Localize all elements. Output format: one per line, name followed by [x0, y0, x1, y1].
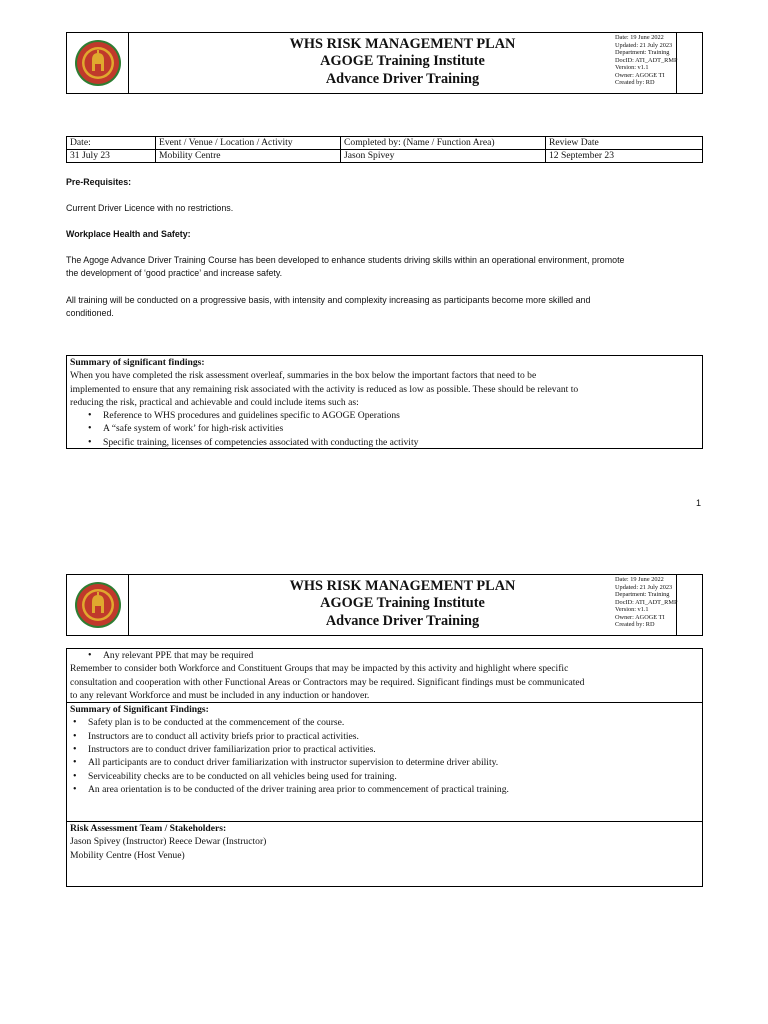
document-title [129, 33, 677, 93]
summary-line-3: reducing the risk, practical and achievable and could include items such as: [70, 396, 359, 408]
list-item: • Safety plan is to be conducted at the commencement of the course. [88, 716, 699, 729]
table-header-row [67, 137, 703, 150]
summary-line-1: When you have completed the risk assessment overleaf, summaries in the box below the important factors that need to be [70, 370, 537, 382]
list-item: • An area orientation is to be conducted of the driver training area prior to commencement of practical training. [88, 783, 699, 796]
whs-paragraph-2-line-2: conditioned. [66, 308, 114, 318]
prerequisites-heading: Pre-Requisites: [66, 177, 132, 187]
team-line-2: Mobility Centre (Host Venue) [70, 849, 185, 861]
consider-line-1: Remember to consider both Workforce and Constituent Groups that may be impacted by this activity and highlight where specific [70, 663, 569, 675]
meta-date: Date: 19 June 2022 [615, 576, 664, 583]
meta-department: Department: Training [615, 49, 670, 56]
list-item: • All participants are to conduct driver familiarization with instructor supervision to determine driver ability. [88, 756, 699, 769]
meta-date: Date: 19 June 2022 [615, 34, 664, 41]
cell-date: 31 July 23 [67, 150, 156, 163]
cell-completed-by: Jason Spivey [341, 150, 546, 163]
meta-version: Version: v1.1 [615, 606, 649, 613]
list-item: • Serviceability checks are to be conducted on all vehicles being used for training. [88, 770, 699, 783]
findings-list [70, 716, 699, 796]
meta-docid: DocID: ATI_ADT_RMP [615, 56, 678, 64]
continued-section [67, 649, 702, 703]
page-number: 1 [696, 498, 702, 508]
page2-header [66, 574, 703, 636]
document-title [129, 575, 677, 635]
list-item: • Reference to WHS procedures and guidelines specific to AGOGE Operations [103, 409, 699, 422]
list-item: • Instructors are to conduct driver familiarization prior to practical activities. [88, 743, 699, 756]
meta-docid: DocID: ATI_ADT_RMP [615, 598, 678, 606]
whs-paragraph-1-line-2: the development of ‘good practice’ and increase safety. [66, 268, 283, 278]
findings-heading: Summary of Significant Findings: [70, 704, 209, 716]
meta-department: Department: Training [615, 591, 670, 598]
header-cell-review-date: Review Date [546, 137, 703, 150]
team-line-1: Jason Spivey (Instructor) Reece Dewar (Instructor) [70, 836, 267, 848]
title-line-2: AGOGE Training Institute [320, 595, 485, 612]
whs-heading: Workplace Health and Safety: [66, 229, 191, 239]
agoge-logo [67, 33, 129, 93]
meta-created-by: Created by: RD [615, 79, 655, 86]
header-cell-completed-by: Completed by: (Name / Function Area) [341, 137, 546, 150]
whs-paragraph-2-line-1: All training will be conducted on a progressive basis, with intensity and complexity increasing as participants become more skilled and [66, 295, 591, 305]
page1-header [66, 32, 703, 94]
continued-list [70, 649, 699, 662]
team-heading: Risk Assessment Team / Stakeholders: [70, 823, 227, 835]
meta-updated: Updated: 21 July 2023 [615, 583, 673, 591]
table-row [67, 150, 703, 163]
prerequisites-text: Current Driver Licence with no restrictions. [66, 203, 234, 213]
consider-line-2: consultation and cooperation with other Functional Areas or Contractors may be required. Significant findings must be communicated [70, 676, 585, 688]
title-line-1: WHS RISK MANAGEMENT PLAN [289, 578, 516, 594]
meta-updated: Updated: 21 July 2023 [615, 41, 673, 49]
cell-review-date: 12 September 23 [546, 150, 703, 163]
title-line-2: AGOGE Training Institute [320, 53, 485, 70]
title-line-3: Advance Driver Training [325, 70, 480, 87]
list-item: • A “safe system of work’ for high-risk activities [103, 422, 699, 435]
team-section [70, 822, 699, 862]
header-cell-date: Date: [67, 137, 156, 150]
header-cell-event: Event / Venue / Location / Activity [156, 137, 341, 150]
title-line-1: WHS RISK MANAGEMENT PLAN [289, 36, 516, 52]
meta-created-by: Created by: RD [615, 621, 655, 628]
activity-info-table [66, 136, 703, 163]
cell-event: Mobility Centre [156, 150, 341, 163]
significant-findings-box [66, 355, 703, 449]
list-item: • Any relevant PPE that may be required [103, 649, 699, 662]
findings-section [67, 703, 702, 822]
document-meta [614, 576, 703, 629]
summary-list [70, 409, 699, 449]
meta-owner: Owner: AGOGE TI [615, 613, 665, 621]
list-item: • Instructors are to conduct all activity briefs prior to practical activities. [88, 730, 699, 743]
title-line-3: Advance Driver Training [325, 612, 480, 629]
meta-owner: Owner: AGOGE TI [615, 71, 665, 79]
meta-version: Version: v1.1 [615, 64, 649, 71]
summary-line-2: implemented to ensure that any remaining risk associated with the activity is reduced as low as possible. These should be relevant to [70, 383, 579, 395]
significant-findings-continued-box [66, 648, 703, 887]
agoge-logo [67, 575, 129, 635]
document-meta [614, 34, 703, 87]
summary-heading: Summary of significant findings: [70, 357, 205, 368]
consider-line-3: to any relevant Workforce and must be included in any induction or handover. [70, 689, 370, 701]
list-item: • Specific training, licenses of competencies associated with conducting the activity [103, 436, 699, 449]
whs-paragraph-1-line-1: The Agoge Advance Driver Training Course has been developed to enhance students driving skills within an operational environment, promote [66, 255, 625, 265]
